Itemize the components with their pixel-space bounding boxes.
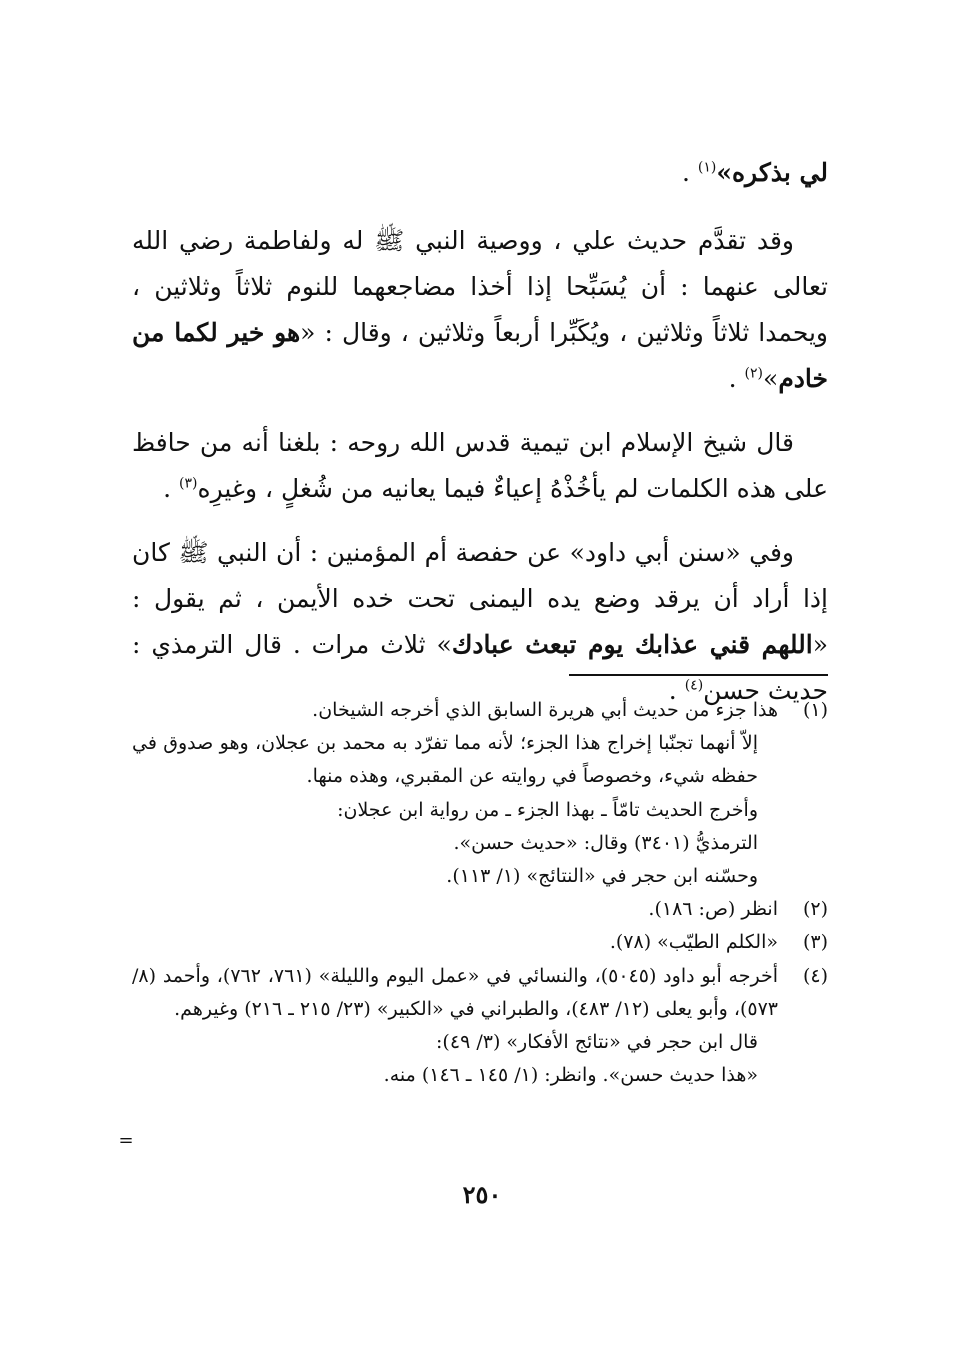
footnote-line: «الكلم الطيّب» (٧٨). bbox=[609, 931, 778, 954]
footnote-line: أخرجه أبو داود (٥٠٤٥)، والنسائي في «عمل اليوم والليلة» (٧٦١، ٧٦٢)، وأحمد (٨/ ٥٧٣)، وأبو يعلى (١٢/ ٤٨٣)، والطبراني في «الكبير» (٢٣/ ٢١٥ ـ ٢١٦) وغيرهم. bbox=[132, 964, 778, 1020]
paragraph-4-tail: » ثلاث مرات . قال الترمذي : حديث حسن bbox=[132, 630, 828, 705]
footnote-ref-2: (٢) bbox=[744, 365, 764, 382]
footnote-number: (٣) bbox=[802, 931, 828, 954]
footnote-line: قال ابن حجر في «نتائج الأفكار» (٣/ ٤٩): bbox=[436, 1031, 758, 1054]
footnote-line: انظر (ص: ١٨٦). bbox=[648, 898, 778, 921]
footnote-ref-4: (٤) bbox=[684, 677, 704, 694]
footnote-line: إلاّ أنهما تجنّبا إخراج هذا الجزء؛ لأنه مما تفرّد به محمد بن عجلان، وهو صدوق في حفظه شيء، وخصوصاً في روايته عن المقبري، وهذه منها. bbox=[132, 732, 758, 788]
paragraph-4-end: . bbox=[668, 676, 685, 705]
footnote-line: وأخرج الحديث تامّاً ـ بهذا الجزء ـ من رواية ابن عجلان: bbox=[337, 798, 758, 821]
footnote-separator bbox=[569, 674, 828, 676]
footnote-line: وحسّنه ابن حجر في «النتائج» (١/ ١١٣). bbox=[446, 865, 758, 888]
footnotes bbox=[132, 694, 828, 1092]
paragraph-2-end: . bbox=[728, 364, 745, 393]
footnote-ref-1: (١) bbox=[697, 159, 717, 176]
footnote-line: «هذا حديث حسن». وانظر: (١/ ١٤٥ ـ ١٤٦) منه. bbox=[383, 1064, 758, 1087]
footnote-number: (٢) bbox=[802, 898, 828, 921]
paragraph-2-text: وقد تقدَّم حديث علي ، ووصية النبي ﷺ له ولفاطمة رضي الله تعالى عنهما : أن يُسَبِّحا إذا أخذا مضاجعهما للنوم ثلاثاً وثلاثين ، ويحمدا ثلاثاً وثلاثين ، ويُكَبِّرا أربعاً وثلاثين ، وقال : « bbox=[132, 226, 828, 347]
footnote-number: (١) bbox=[802, 699, 828, 721]
paragraph-4-text: وفي «سنن أبي داود» عن حفصة أم المؤمنين : أن النبي ﷺ كان إذا أراد أن يرقد وضع يده اليمنى تحت خده الأيمن ، ثم يقول : « bbox=[132, 538, 828, 659]
paragraph-4-bold: اللهم قني عذابك يوم تبعث عبادك bbox=[451, 630, 813, 659]
paragraph-4 bbox=[132, 530, 828, 714]
paragraph-3-text: قال شيخ الإسلام ابن تيمية قدس الله روحه : بلغنا أنه من حافظ على هذه الكلمات لم يأخُذْهُ إعياءٌ فيما يعانيه من شُغلٍ ، وغيرِه bbox=[132, 428, 828, 503]
page-number: ٢٥٠ bbox=[462, 1180, 502, 1209]
paragraph-2-bold: هو خير لكما من خادم bbox=[132, 318, 828, 393]
footnote-ref-3: (٣) bbox=[179, 475, 198, 492]
footnote-line: هذا جزء من حديث أبي هريرة السابق الذي أخرجه الشيخان. bbox=[312, 699, 778, 721]
paragraph-2 bbox=[132, 218, 828, 402]
continuation-mark: = bbox=[118, 1130, 134, 1151]
footnote-line: الترمذيُّ (٣٤٠١) وقال: «حديث حسن». bbox=[453, 831, 758, 854]
paragraph-2-close: » bbox=[763, 364, 779, 393]
main-text bbox=[132, 150, 828, 732]
footnote-number: (٤) bbox=[802, 964, 828, 987]
paragraph-3-end: . bbox=[163, 474, 180, 503]
footnote-1 bbox=[132, 694, 828, 893]
footnote-4 bbox=[132, 960, 828, 1093]
paragraph-1-text: لي بذكره» bbox=[716, 158, 828, 187]
paragraph-1 bbox=[132, 150, 828, 196]
paragraph-1-end: . bbox=[681, 158, 698, 187]
footnote-2 bbox=[132, 893, 828, 926]
paragraph-3 bbox=[132, 420, 828, 512]
footnote-3 bbox=[132, 926, 828, 959]
